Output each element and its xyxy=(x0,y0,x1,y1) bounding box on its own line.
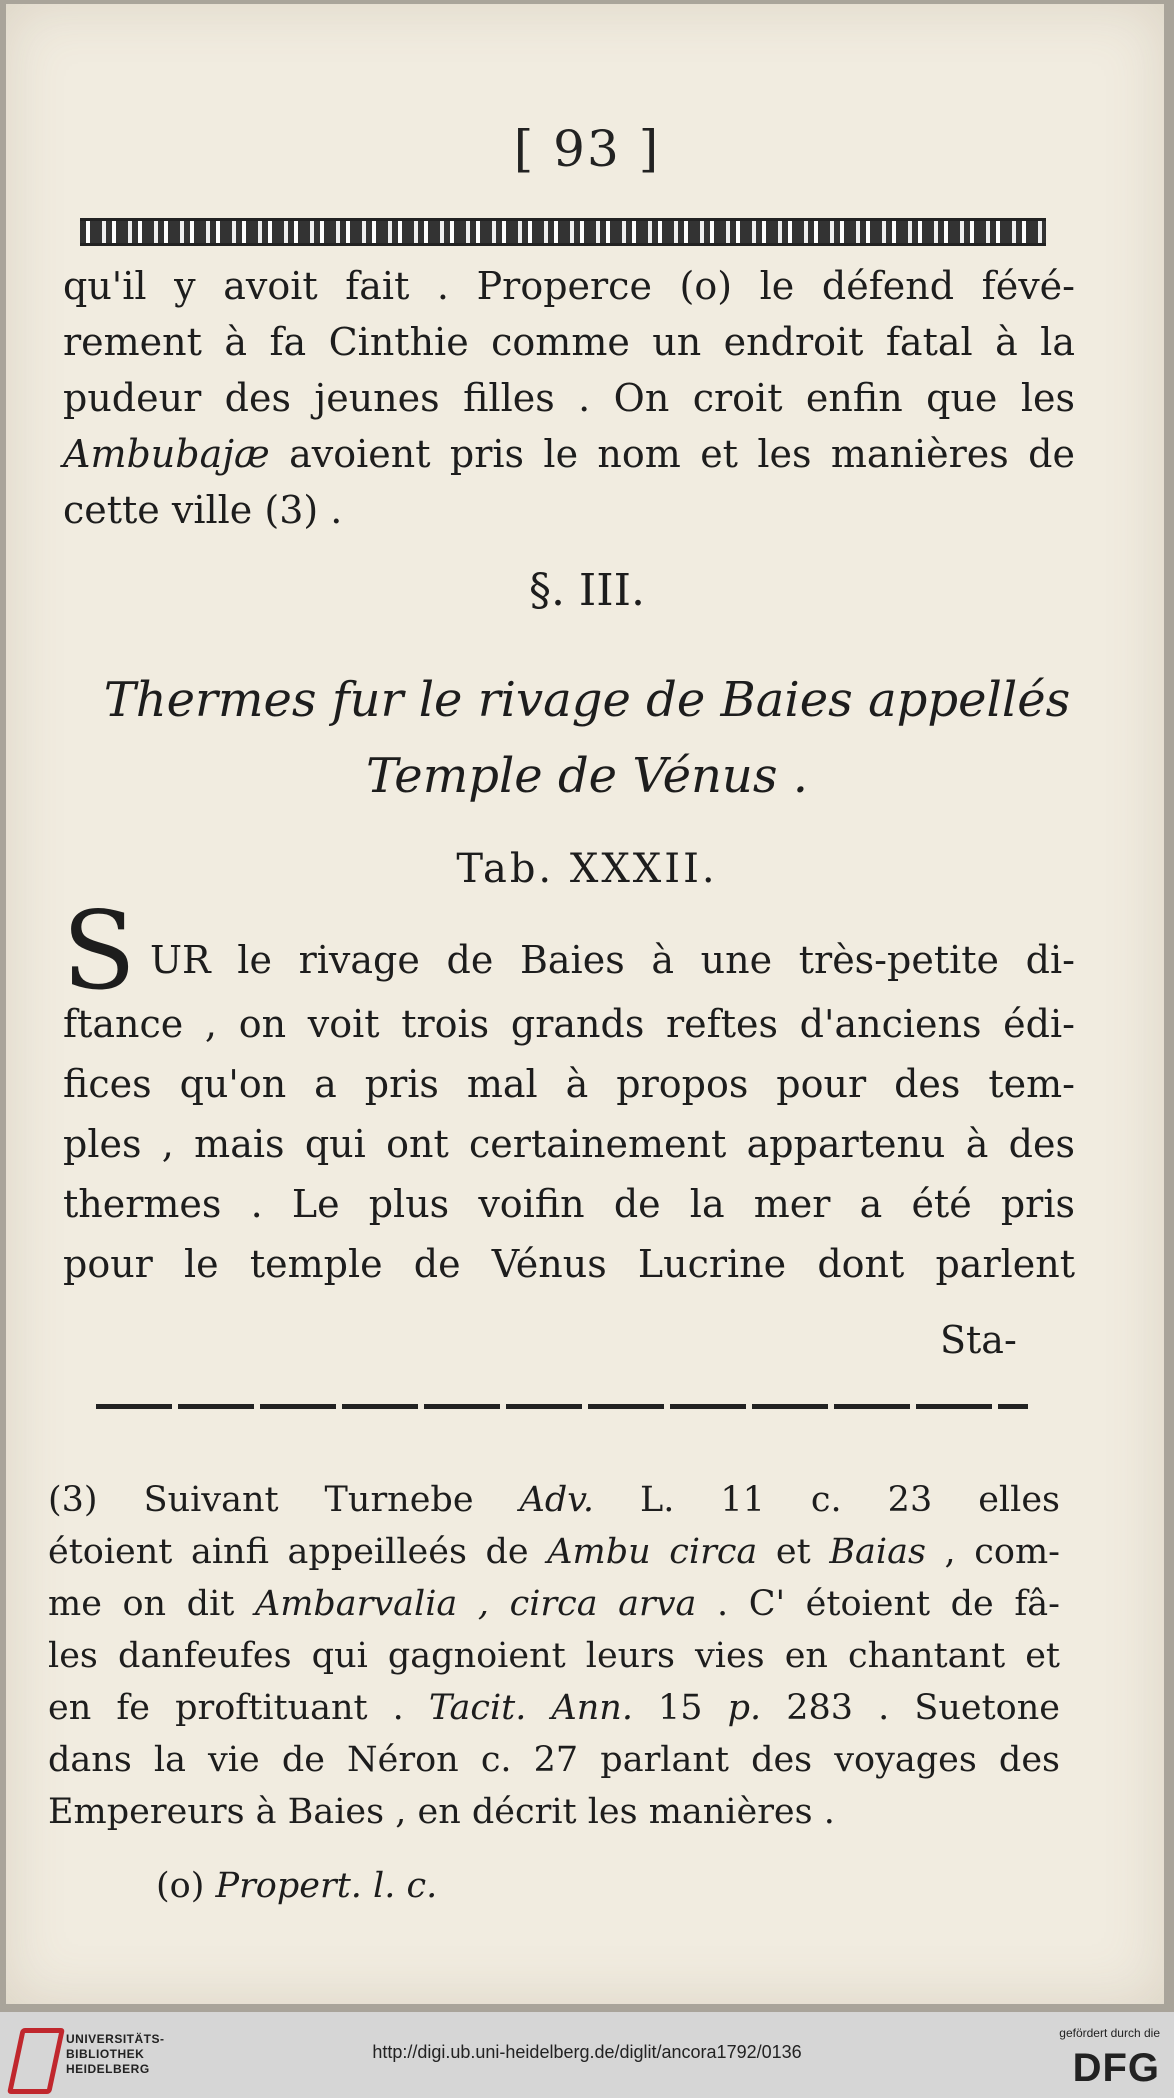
drop-cap: S xyxy=(62,889,136,1014)
fn8-text-a: (o) xyxy=(156,1866,216,1906)
para-line-4: ples , mais qui ont certainement appartenu à des xyxy=(63,1122,1075,1166)
funded-by-label: gefördert durch die xyxy=(1059,2026,1160,2040)
library-name-line-1: UNIVERSITÄTS- xyxy=(66,2032,165,2046)
ornamental-rule xyxy=(80,218,1046,246)
fn5-italic-2: p. xyxy=(727,1688,762,1728)
para-line-5: thermes . Le plus voifin de la mer a été pris xyxy=(63,1182,1075,1226)
plate-reference: Tab. XXXII. xyxy=(456,846,718,892)
fn1-text-b: L. 11 c. 23 elles xyxy=(594,1480,1060,1520)
body-line-4 xyxy=(63,430,1075,478)
footnote-line-5 xyxy=(48,1686,1060,1730)
footnote-line-2 xyxy=(48,1530,1060,1574)
fn2-text-a: étoient ainfi appeilleés de xyxy=(48,1532,548,1572)
library-name-line-3: HEIDELBERG xyxy=(66,2062,150,2076)
permalink[interactable]: http://digi.ub.uni-heidelberg.de/diglit/ancora1792/0136 xyxy=(372,2042,802,2062)
fn5-text-b: 15 xyxy=(632,1688,728,1728)
body-line-4-italic: Ambubajæ xyxy=(63,432,270,476)
footnote-line-7: Empereurs à Baies , en décrit les manières . xyxy=(48,1792,835,1832)
fn2-text-b: et xyxy=(757,1532,830,1572)
footnote-o xyxy=(156,1864,1168,1908)
fn1-text-a: (3) Suivant Turnebe xyxy=(48,1480,520,1520)
body-line-1: qu'il y avoit fait . Properce (o) le défend févé- xyxy=(63,264,1075,308)
section-number: §. III. xyxy=(528,565,646,616)
fn3-text-a: me on dit xyxy=(48,1584,255,1624)
body-line-2: rement à fa Cinthie comme un endroit fatal à la xyxy=(63,320,1075,364)
footnote-line-4: les danfeufes qui gagnoient leurs vies en chantant et xyxy=(48,1636,1060,1676)
footnote-line-6: dans la vie de Néron c. 27 parlant des voyages des xyxy=(48,1740,1060,1780)
para-line-2: ftance , on voit trois grands reftes d'anciens édi- xyxy=(63,1002,1075,1046)
fn3-text-b: . C' étoient de fâ- xyxy=(696,1584,1060,1624)
body-line-3: pudeur des jeunes filles . On croit enfin que les xyxy=(63,376,1075,420)
fn2-italic-2: Baias xyxy=(829,1532,926,1572)
para-line-6: pour le temple de Vénus Lucrine dont parlent xyxy=(63,1242,1075,1286)
fn1-italic: Adv. xyxy=(519,1480,594,1520)
para-line-1: UR le rivage de Baies à une très-petite di- xyxy=(150,938,1075,982)
fn8-italic: Propert. l. c. xyxy=(215,1866,438,1906)
fn3-italic: Ambarvalia , circa arva xyxy=(254,1584,697,1624)
library-name-line-2: BIBLIOTHEK xyxy=(66,2047,145,2061)
fn5-text-c: 283 . Suetone xyxy=(761,1688,1060,1728)
section-heading-line-1: Thermes fur le rivage de Baies appellés xyxy=(103,672,1071,728)
fn5-text-a: en fe proftituant . xyxy=(48,1688,429,1728)
section-heading-line-2: Temple de Vénus . xyxy=(366,748,808,804)
body-line-4-text: avoient pris le nom et les manières de xyxy=(269,432,1075,476)
dfg-logo: DFG xyxy=(1072,2046,1160,2090)
fn5-italic: Tacit. Ann. xyxy=(428,1688,633,1728)
footnote-line-1 xyxy=(48,1478,1060,1522)
footnote-rule xyxy=(96,1404,1028,1409)
viewer-footer xyxy=(0,2012,1174,2098)
fn2-italic: Ambu circa xyxy=(547,1532,758,1572)
para-line-3: fices qu'on a pris mal à propos pour des tem- xyxy=(63,1062,1075,1106)
page-number: [ 93 ] xyxy=(513,120,661,178)
fn2-text-c: , com- xyxy=(925,1532,1060,1572)
catchword: Sta- xyxy=(940,1318,1017,1362)
footnote-line-3 xyxy=(48,1582,1060,1626)
body-line-5: cette ville (3) . xyxy=(63,488,343,532)
